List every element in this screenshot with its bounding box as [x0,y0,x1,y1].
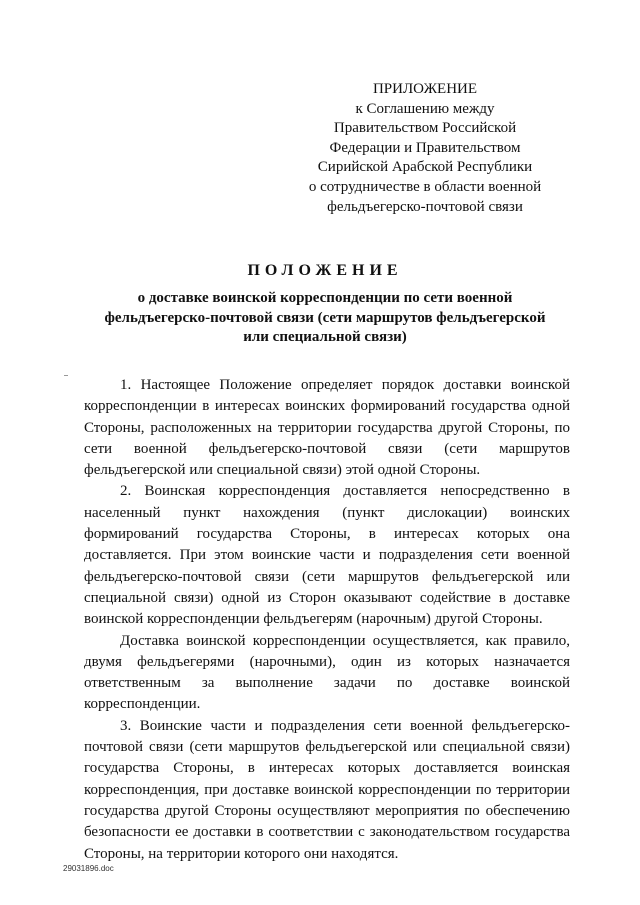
appendix-line: к Соглашению между [355,100,495,117]
appendix-line: фельдъегерско-почтовой связи [327,198,523,215]
paragraph: 2. Воинская корреспонденция доставляется непосредственно в населенный пункт нахождения (пункт дислокации) воинских формирований государства Стороны, в интересах которых она доставляется. При этом воинские части и подразделения сети военной фельдъегерско-почтовой связи (сети маршрутов фельдъегерской или специальной связи) одной из Сторон оказывают содействие в доставке воинской корреспонденции фельдъегерям (нарочным) другой Стороны. [84,483,570,628]
appendix-line: Правительством Российской [333,120,517,137]
paragraph: 1. Настоящее Положение определяет порядок доставки воинской корреспонденции в интересах воинских формирований государства одной Стороны, расположенных на территории государства другой Стороны, по сети военной фельдъегерско-почтовой связи (сети маршрутов фельдъегерской или специальной связи) этой одной Стороны. [84,377,570,479]
margin-mark [64,375,68,376]
document-title: ПОЛОЖЕНИЕ [247,262,403,279]
subtitle-line: о доставке воинской корреспонденции по сети военной [137,290,513,306]
document-body [84,375,570,865]
document-heading [80,262,570,348]
appendix-line: ПРИЛОЖЕНИЕ [372,81,478,97]
appendix-line: о сотрудничестве в области военной [308,178,542,195]
paragraph: 3. Воинские части и подразделения сети военной фельдъегерско-почтовой связи (сети маршрутов фельдъегерской или специальной связи) государства Стороны, в интересах которых доставляется воинская корреспонденция, при доставке воинской корреспонденции по территории государства другой Стороны осуществляют мероприятия по обеспечению безопасности ее доставки в соответствии с законодательством государства Стороны, на территории которого они находятся. [84,717,570,862]
footer-filename: 29031896.doc [63,864,114,873]
appendix-line: Сирийской Арабской Республики [317,159,533,176]
appendix-line: Федерации и Правительством [329,139,521,156]
paragraph: Доставка воинской корреспонденции осуществляется, как правило, двумя фельдъегерями (нарочными), один из которых назначается ответственным за выполнение задачи по доставке воинской корреспонденции. [84,632,570,713]
appendix-heading [300,80,550,217]
document-subtitle [80,289,570,348]
subtitle-line: или специальной связи) [243,329,407,345]
subtitle-line: фельдъегерско-почтовой связи (сети маршрутов фельдъегерской [104,309,546,326]
